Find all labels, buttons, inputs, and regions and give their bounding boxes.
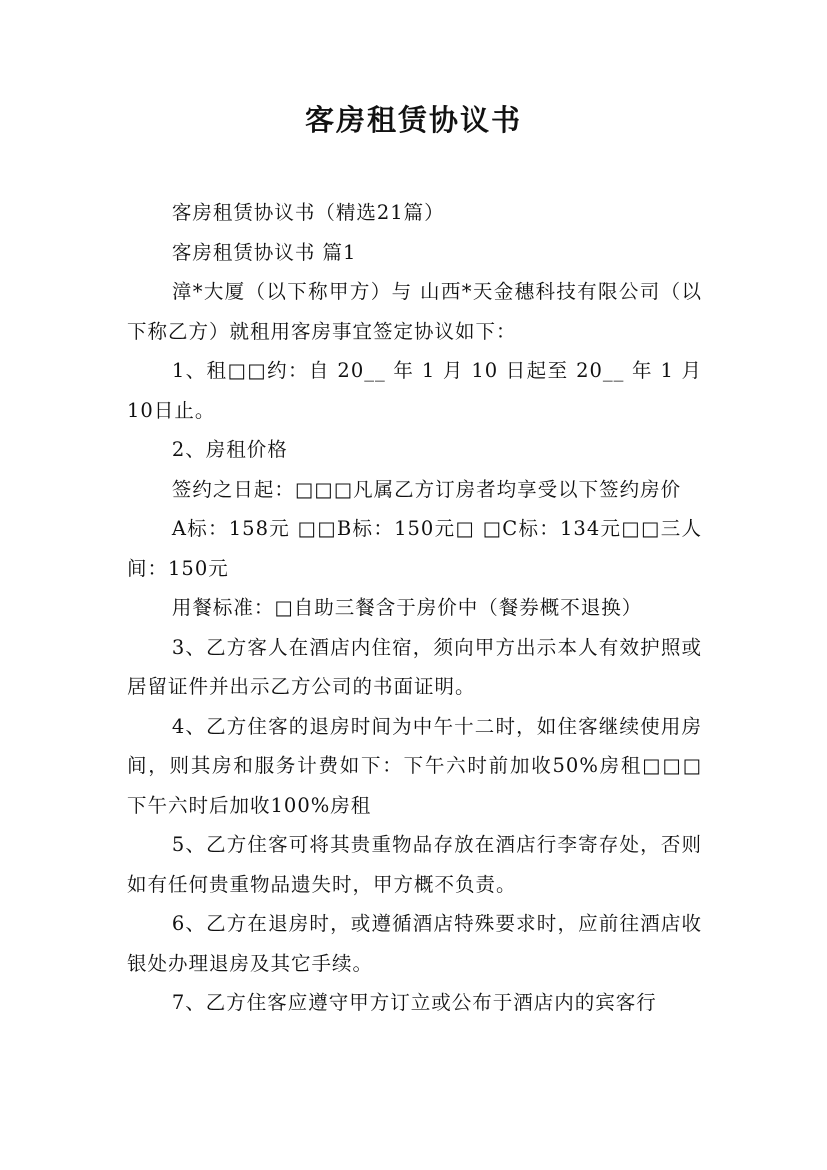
paragraph-clause-2: 2、房租价格 bbox=[171, 438, 288, 461]
paragraph-clause-2-detail: 签约之日起：□□□凡属乙方订房者均享受以下签约房价 bbox=[171, 477, 682, 501]
document-title: 客房租赁协议书 bbox=[304, 103, 522, 137]
paragraph-clause-5: 5、乙方住客可将其贵重物品存放在酒店行李寄存处，否则如有任何贵重物品遗失时，甲方概不负责。 bbox=[127, 833, 702, 896]
paragraph-room-prices: A标：158元 □□B标：150元□ □C标：134元□□三人间：150元 bbox=[127, 517, 702, 580]
paragraph-subtitle: 客房租赁协议书（精选21篇） bbox=[171, 201, 445, 224]
paragraph-meal-standard: 用餐标准：□自助三餐含于房价中（餐券概不退换） bbox=[171, 596, 643, 619]
paragraph-section-heading: 客房租赁协议书 篇1 bbox=[171, 240, 357, 264]
paragraph-clause-1: 1、租□□约：自 20__ 年 1 月 10 日起至 20__ 年 1 月 10日止。 bbox=[127, 359, 702, 422]
paragraph-parties: 漳*大厦（以下称甲方）与 山西*天金穗科技有限公司（以下称乙方）就租用客房事宜签定协议如下： bbox=[127, 280, 702, 343]
document-body bbox=[127, 193, 702, 1023]
paragraph-clause-6: 6、乙方在退房时，或遵循酒店特殊要求时，应前往酒店收银处办理退房及其它手续。 bbox=[127, 912, 702, 975]
paragraph-clause-3: 3、乙方客人在酒店内住宿，须向甲方出示本人有效护照或居留证件并出示乙方公司的书面证明。 bbox=[127, 635, 702, 698]
paragraph-clause-4: 4、乙方住客的退房时间为中午十二时，如住客继续使用房间，则其房和服务计费如下：下午六时前加收50%房租□□□下午六时后加收100%房租 bbox=[127, 714, 702, 817]
paragraph-clause-7: 7、乙方住客应遵守甲方订立或公布于酒店内的宾客行 bbox=[171, 991, 657, 1014]
